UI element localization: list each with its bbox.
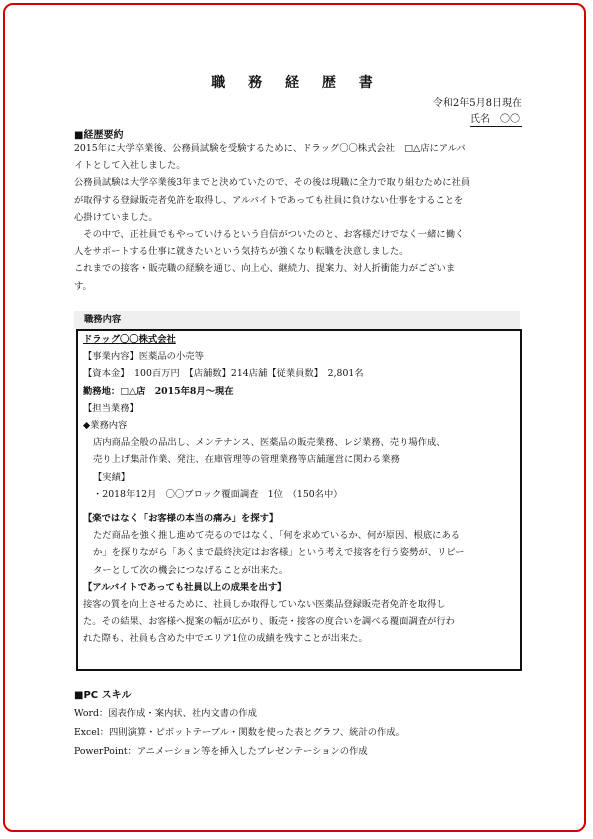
summary-line: 2015年に大学卒業後、公務員試験を受験するために、ドラッグ〇〇株式会社 □△店にアルバ [74, 143, 466, 154]
pc-skill-item: Word：図表作成・案内状、社内文書の作成 [74, 708, 257, 719]
pc-skill-item: PowerPoint：アニメーション等を挿入したプレゼンテーションの作成 [74, 746, 368, 757]
point2-line: れた際も、社員も含めた中でエリア1位の成績を残すことが出来た。 [83, 633, 368, 645]
point1-title: 【楽ではなく「お客様の本当の痛み」を探す】 [83, 513, 279, 525]
point1-line: か」を探りながら「あくまで最終決定はお客様」という考えで接客を行う姿勢が、リピー [93, 547, 465, 559]
summary-line: が取得する登録販売者免許を取得し、アルバイトであっても社員に負けない仕事をすることを [74, 194, 464, 206]
duties-sub: ◆業務内容 [83, 420, 128, 432]
workplace-line: 勤務地：□△店 2015年8月～現在 [83, 385, 234, 397]
company-name: ドラッグ〇〇株式会社 [83, 334, 176, 345]
pc-skills-heading: ■PC スキル [74, 690, 132, 701]
summary-line: す。 [74, 280, 92, 292]
results-label: 【実績】 [93, 471, 131, 483]
duties-label: 【担当業務】 [83, 402, 139, 414]
summary-text [74, 140, 520, 295]
summary-line: その中で、正社員でもやっていけるという自信がついたのと、お客様だけでなく一緒に働く [74, 229, 465, 241]
career-box [76, 329, 522, 671]
summary-line: 人をサポートする仕事に就きたいという気持ちが強くなり転職を決意しました。 [74, 246, 409, 258]
point2-line: 接客の質を向上させるために、社員しか取得していない医薬品登録販売者免許を取得し [83, 599, 446, 611]
duties-line: 売り上げ集計作業、発注、在庫管理等の管理業務等店舗運営に関わる業務 [93, 454, 400, 466]
capital-line: 【資本金】 100百万円 【店舗数】214店舗【従業員数】 2,801名 [83, 368, 364, 380]
summary-line: 公務員試験は大学卒業後3年までと決めていたので、その後は現職に全力で取り組むために社員 [74, 177, 471, 189]
summary-line: これまでの接客・販売職の経験を通じ、向上心、継続力、提案力、対人折衝能力がございま [74, 263, 456, 275]
document-date: 令和2年5月8日現在 [432, 98, 522, 109]
career-box-header: 職務内容 [74, 311, 520, 329]
summary-heading: ■経歴要約 [74, 130, 124, 141]
point1-line: ターとして次の機会につなげることが出来た。 [93, 564, 289, 576]
business-line: 【事業内容】医薬品の小売等 [83, 351, 204, 363]
results-line: ・2018年12月 〇〇ブロック覆面調査 1位 （150名中） [93, 488, 343, 500]
point1-line: ただ商品を強く推し進めて売るのではなく、「何を求めているか、何が原因、根底にある [93, 530, 461, 542]
pc-skill-item: Excel：四則演算・ピボットテーブル・関数を使った表とグラフ、統計の作成。 [74, 727, 405, 738]
name-label: 氏名 [470, 114, 490, 125]
name-value: 〇〇 [500, 114, 520, 125]
document-title: 職 務 経 歴 書 [211, 75, 382, 91]
duties-line: 店内商品全般の品出し、メンテナンス、医薬品の販売業務、レジ業務、売り場作成、 [93, 437, 446, 449]
summary-line: イトとして入社しました。 [74, 160, 186, 172]
pc-skills-list [74, 704, 520, 761]
point2-line: た。その結果、お客様へ提案の幅が広がり、販売・接客の度合いを調べる覆面調査が行わ [83, 616, 455, 628]
point2-title: 【アルバイトであっても社員以上の成果を出す】 [83, 581, 287, 593]
summary-line: 心掛けていました。 [74, 211, 158, 223]
name-line [470, 110, 522, 127]
